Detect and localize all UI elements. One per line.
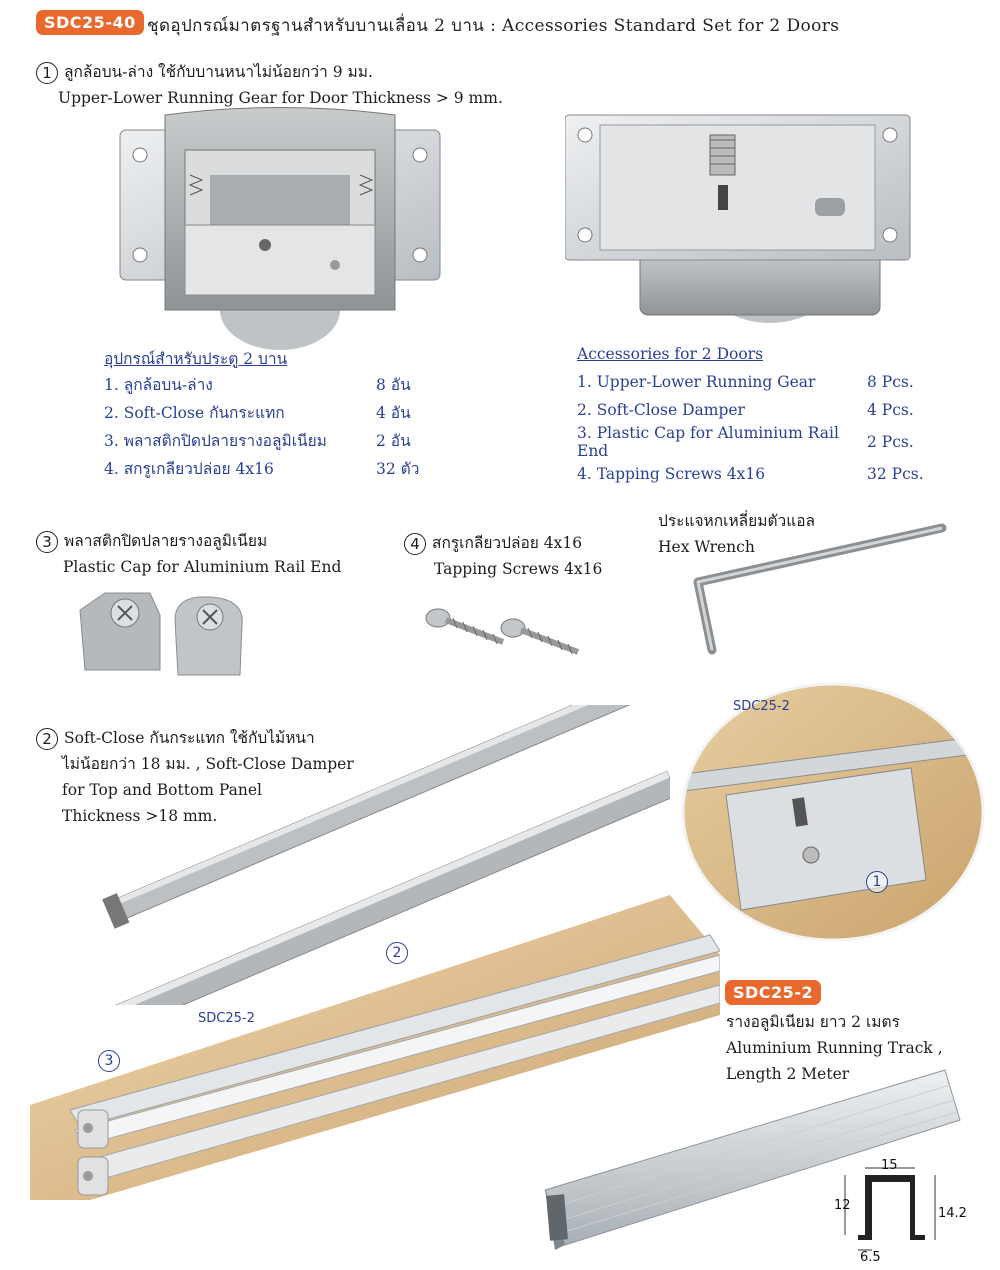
item2-label-line4: Thickness >18 mm. <box>62 807 218 825</box>
hex-wrench-photo <box>680 520 950 660</box>
list-english-title: Accessories for 2 Doors <box>577 345 764 363</box>
track-english-label-1: Aluminium Running Track , <box>726 1039 943 1057</box>
track-code-badge: SDC25-2 <box>725 980 821 1005</box>
dimension-height-right: 14.2 <box>938 1206 967 1221</box>
installation-detail-photo <box>676 680 991 945</box>
list-item: 2. Soft-Close Damper 4 Pcs. <box>577 401 914 419</box>
wrench-thai-label: ประแจหกเหลี่ยมตัวแอล <box>658 512 816 530</box>
parts-list-english <box>577 368 924 488</box>
track-thai-label: รางอลูมิเนียม ยาว 2 เมตร <box>726 1013 900 1031</box>
page-title: ชุดอุปกรณ์มาตรฐานสำหรับบานเลื่อน 2 บาน : Accessories Standard Set for 2 Doors <box>147 16 840 36</box>
detail-rail-tag: SDC25-2 <box>733 699 790 714</box>
running-gear-photo-back <box>565 110 915 325</box>
list-item: 1. ลูกล้อบน-ล่าง 8 อัน <box>104 375 411 394</box>
dimension-width: 15 <box>881 1158 898 1173</box>
item-number-circle: 2 <box>36 728 58 750</box>
rail-callout-3: 3 <box>98 1050 120 1072</box>
list-item: 2. Soft-Close กันกระแทก 4 อัน <box>104 403 411 422</box>
parts-list-thai <box>104 370 419 482</box>
list-item: 4. สกรูเกลียวปล่อย 4x16 32 ตัว <box>104 459 420 478</box>
item2-label-line3: for Top and Bottom Panel <box>62 781 263 799</box>
list-item: 3. Plastic Cap for Aluminium Rail End 2 Pcs. <box>577 424 914 460</box>
item2-label-line2: ไม่น้อยกว่า 18 มม. , Soft-Close Damper <box>62 755 354 773</box>
item4-english-label: Tapping Screws 4x16 <box>434 560 603 578</box>
list-item: 3. พลาสติกปิดปลายรางอลูมิเนียม 2 อัน <box>104 431 411 450</box>
item4-thai-text: สกรูเกลียวปล่อย 4x16 <box>432 534 583 552</box>
item1-english-label: Upper-Lower Running Gear for Door Thickness > 9 mm. <box>58 89 503 107</box>
running-gear-photo-front <box>115 105 445 350</box>
list-item: 1. Upper-Lower Running Gear 8 Pcs. <box>577 373 914 391</box>
product-code-badge: SDC25-40 <box>36 10 144 35</box>
plastic-cap-photo <box>70 585 250 680</box>
item1-thai-text: ลูกล้อบน-ล่าง ใช้กับบานหนาไม่น้อยกว่า 9 มม. <box>64 63 373 81</box>
track-english-label-2: Length 2 Meter <box>726 1065 850 1083</box>
rail-callout-2: 2 <box>386 942 408 964</box>
tapping-screws-photo <box>418 600 588 660</box>
dimension-bottom: 6.5 <box>860 1250 881 1265</box>
item3-english-label: Plastic Cap for Aluminium Rail End <box>63 558 342 576</box>
rail-photo-tag: SDC25-2 <box>198 1011 255 1026</box>
item4-thai-label <box>404 531 582 555</box>
item3-thai-label <box>36 529 267 553</box>
list-item: 4. Tapping Screws 4x16 32 Pcs. <box>577 465 924 483</box>
item1-thai-label <box>36 60 373 84</box>
detail-callout-1: 1 <box>866 871 888 893</box>
item-number-circle: 1 <box>36 62 58 84</box>
item3-thai-text: พลาสติกปิดปลายรางอลูมิเนียม <box>64 532 268 550</box>
item-number-circle: 4 <box>404 533 426 555</box>
dimension-height-left: 12 <box>834 1198 851 1213</box>
wrench-english-label: Hex Wrench <box>658 538 755 556</box>
item2-text-line1: Soft-Close กันกระแทก ใช้กับไม้หนา <box>64 729 315 747</box>
list-thai-title: อุปกรณ์สำหรับประตู 2 บาน <box>104 350 288 368</box>
item-number-circle: 3 <box>36 531 58 553</box>
